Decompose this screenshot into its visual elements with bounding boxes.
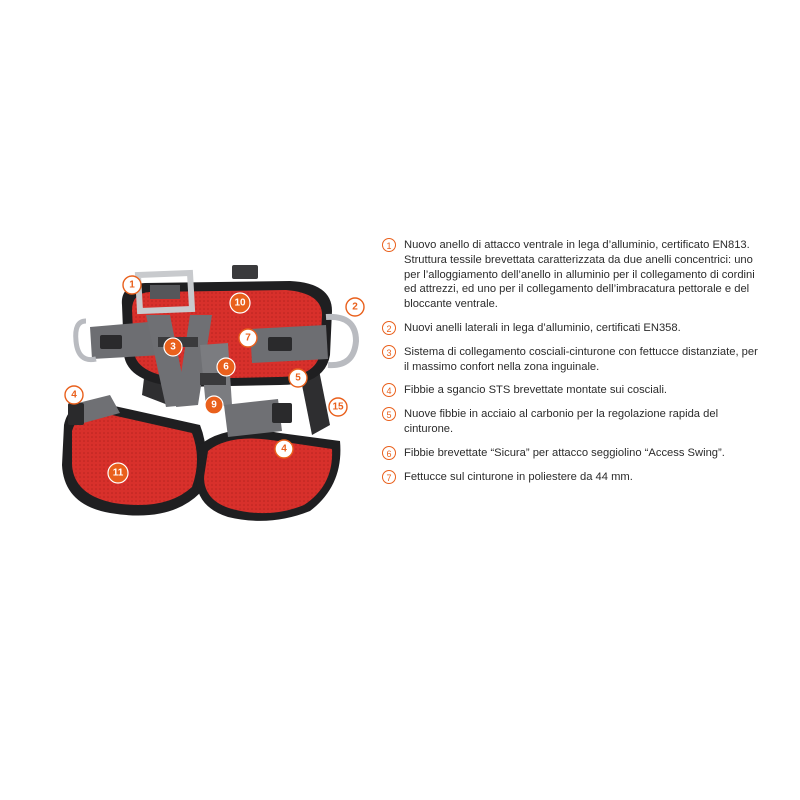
svg-text:1: 1: [129, 279, 135, 291]
feature-item-2: [382, 321, 762, 336]
feature-text: Sistema di collegamento cosciali-cinturone con fettucce distanziate, per il massimo confort nella zona inguinale.: [404, 345, 758, 373]
feature-text: Nuovo anello di attacco ventrale in lega d’alluminio, certificato EN813. Struttura tessile brevettata caratterizzata da due anelli concentrici: uno per l’alloggiamento dell’anello in alluminio per il collegamento di cordini ed attrezzi, ed uno per il collegamento dell’imbracatura pettorale e del bloccante ventrale.: [404, 239, 755, 311]
callout-9: [205, 396, 223, 414]
feature-number-badge: 6: [382, 446, 396, 460]
callout-11: [108, 463, 128, 483]
svg-text:3: 3: [170, 341, 176, 353]
callout-5: [289, 369, 307, 387]
svg-text:4: 4: [281, 443, 287, 455]
callout-7: [239, 329, 257, 347]
feature-text: Fibbie brevettate “Sicura” per attacco seggiolino “Access Swing”.: [404, 446, 725, 459]
svg-text:15: 15: [332, 401, 344, 413]
svg-text:7: 7: [245, 332, 251, 344]
svg-text:2: 2: [352, 301, 358, 313]
feature-number-badge: 3: [382, 345, 396, 359]
feature-text: Nuove fibbie in acciaio al carbonio per la regolazione rapida del cinturone.: [404, 408, 719, 435]
left-leg-loop: [62, 395, 206, 516]
feature-number-badge: 4: [382, 383, 396, 397]
feature-number-badge: 5: [382, 407, 396, 421]
feature-item-7: [382, 470, 762, 485]
feature-item-1: [382, 238, 762, 312]
feature-item-5: [382, 407, 762, 437]
feature-item-4: [382, 383, 762, 398]
callout-4-left: [65, 386, 83, 404]
feature-item-6: [382, 446, 762, 461]
callout-1: [123, 276, 141, 294]
svg-text:6: 6: [223, 361, 229, 373]
feature-item-3: [382, 345, 762, 375]
callout-6: [217, 358, 235, 376]
callout-10: [230, 293, 250, 313]
feature-text: Nuovi anelli laterali in lega d’alluminio, certificati EN358.: [404, 321, 681, 334]
feature-text: Fettucce sul cinturone in poliestere da 44 mm.: [404, 470, 633, 483]
callout-4-right: [275, 440, 293, 458]
callout-15: [329, 398, 347, 416]
callout-3: [164, 338, 182, 356]
harness-illustration: [50, 255, 370, 525]
svg-text:4: 4: [71, 389, 77, 401]
svg-text:9: 9: [211, 399, 217, 411]
svg-text:10: 10: [234, 297, 246, 309]
feature-number-badge: 1: [382, 238, 396, 252]
svg-text:5: 5: [295, 372, 301, 384]
feature-number-badge: 2: [382, 321, 396, 335]
svg-text:11: 11: [112, 467, 124, 479]
feature-list: [382, 238, 762, 493]
callout-2: [346, 298, 364, 316]
feature-number-badge: 7: [382, 470, 396, 484]
feature-text: Fibbie a sgancio STS brevettate montate sui cosciali.: [404, 384, 668, 397]
